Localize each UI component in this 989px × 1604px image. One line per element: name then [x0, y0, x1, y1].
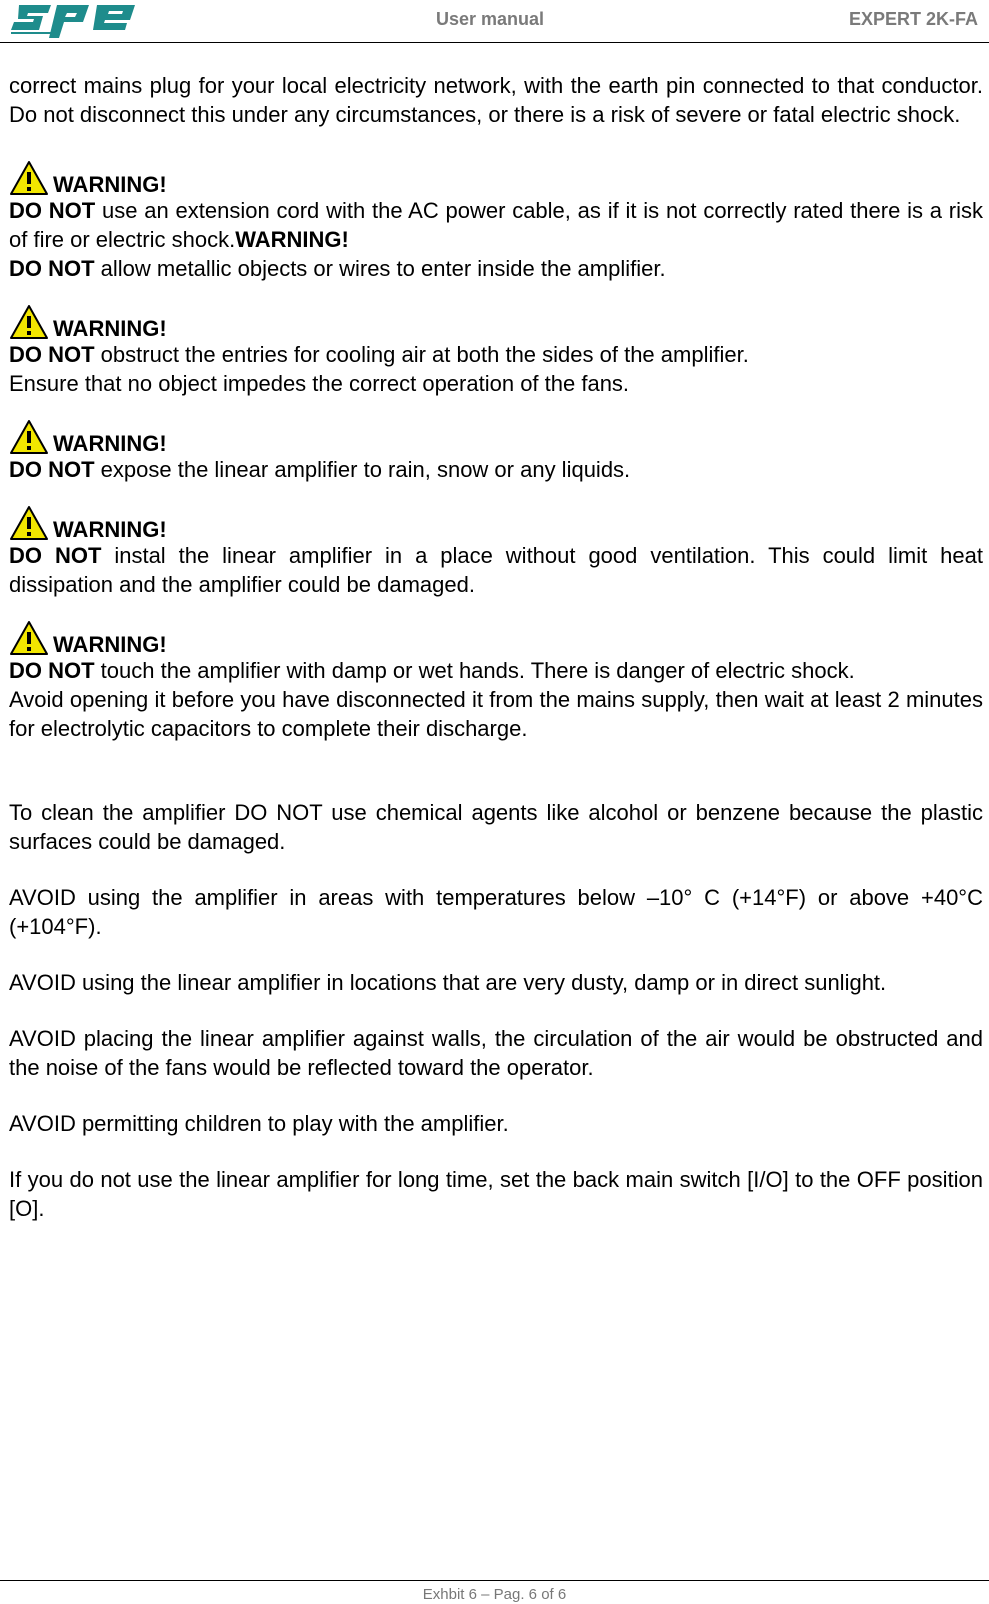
header-title: User manual — [435, 9, 545, 29]
switch-paragraph: If you do not use the linear amplifier for long time, set the back main switch [I/O] to the OFF position [O]. — [9, 1167, 983, 1221]
document-body — [9, 71, 983, 1223]
warning-1-line-2: DO NOT allow metallic objects or wires to enter inside the amplifier. — [9, 256, 666, 281]
warning-5-line-2: Avoid opening it before you have disconnected it from the mains supply, then wait at least 2 minutes for electrolytic capacitors to complete their discharge. — [9, 687, 983, 741]
warning-triangle-icon — [9, 160, 49, 196]
warning-triangle-icon — [9, 419, 49, 455]
warning-4-title — [9, 503, 983, 541]
children-paragraph: AVOID permitting children to play with the amplifier. — [9, 1111, 509, 1136]
page-header — [0, 0, 989, 44]
footer-divider — [0, 1580, 989, 1581]
warning-triangle-icon — [9, 505, 49, 541]
header-divider — [0, 42, 989, 43]
intro-paragraph: correct mains plug for your local electricity network, with the earth pin connected to that conductor. Do not disconnect this under any circumstances, or there is a risk of severe or fatal electric shock. — [9, 73, 983, 127]
spe-logo — [9, 2, 139, 40]
warning-label: WARNING! — [53, 172, 167, 197]
warning-3-line-1: DO NOT expose the linear amplifier to rain, snow or any liquids. — [9, 457, 631, 482]
cleaning-paragraph: To clean the amplifier DO NOT use chemical agents like alcohol or benzene because the plastic surfaces could be damaged. — [9, 800, 983, 854]
warning-2-title — [9, 302, 983, 340]
warning-label: WARNING! — [53, 431, 167, 456]
page-number: Exhbit 6 – Pag. 6 of 6 — [422, 1586, 567, 1603]
warning-triangle-icon — [9, 620, 49, 656]
header-model: EXPERT 2K-FA — [848, 9, 978, 29]
warning-1-title — [9, 158, 983, 196]
walls-paragraph: AVOID placing the linear amplifier against walls, the circulation of the air would be obstructed and the noise of the fans would be reflected toward the operator. — [9, 1026, 983, 1080]
warning-label: WARNING! — [53, 517, 167, 542]
warning-2-line-2: Ensure that no object impedes the correct operation of the fans. — [9, 371, 630, 396]
temperature-paragraph: AVOID using the amplifier in areas with temperatures below –10° C (+14°F) or above +40°C (+104°F). — [9, 885, 983, 939]
warning-5-title — [9, 618, 983, 656]
warning-2-line-1: DO NOT obstruct the entries for cooling air at both the sides of the amplifier. — [9, 342, 749, 367]
warning-triangle-icon — [9, 304, 49, 340]
location-paragraph: AVOID using the linear amplifier in locations that are very dusty, damp or in direct sunlight. — [9, 970, 887, 995]
warning-3-title — [9, 417, 983, 455]
warning-1-line-1: DO NOT use an extension cord with the AC power cable, as if it is not correctly rated there is a risk of fire or electric shock.WARNING! — [9, 198, 983, 252]
warning-5-line-1: DO NOT touch the amplifier with damp or wet hands. There is danger of electric shock. — [9, 658, 855, 683]
warning-label: WARNING! — [53, 316, 167, 341]
warning-4-line-1: DO NOT instal the linear amplifier in a place without good ventilation. This could limit heat dissipation and the amplifier could be damaged. — [9, 543, 983, 597]
warning-label: WARNING! — [53, 632, 167, 657]
